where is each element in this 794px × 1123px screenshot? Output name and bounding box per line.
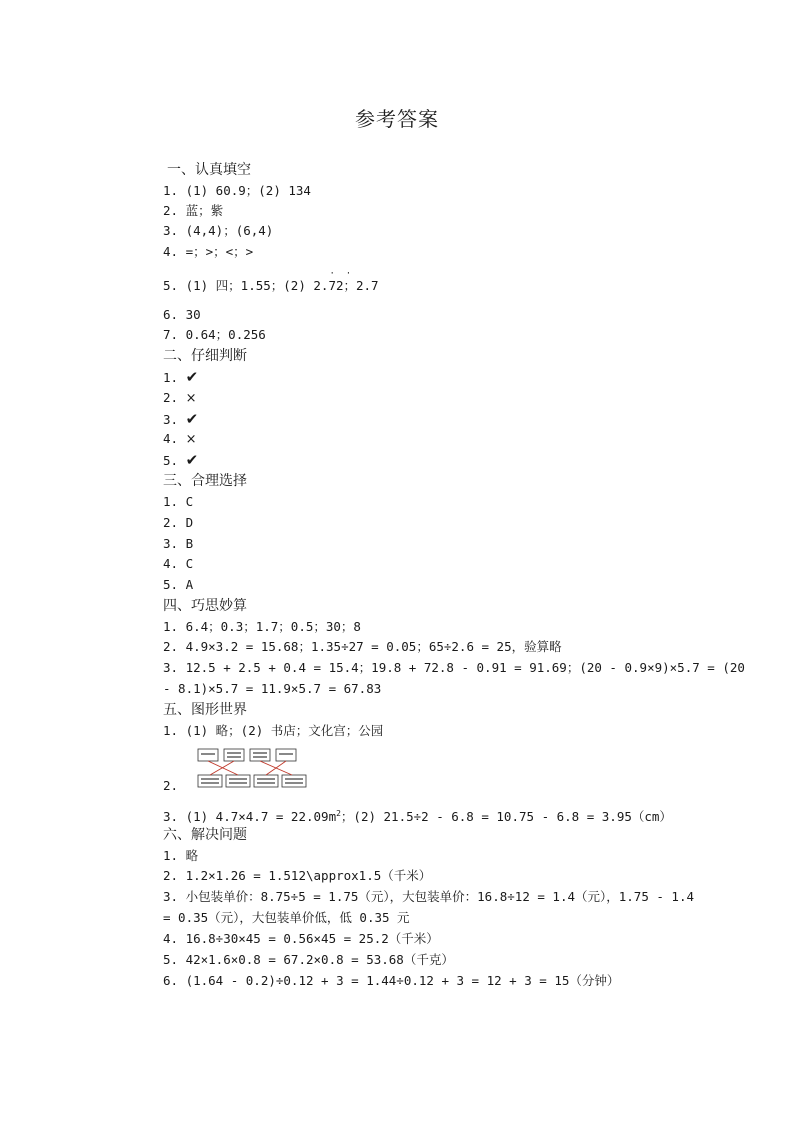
s2-answer-5 [163, 450, 198, 471]
s3-answer-4: 4. C [163, 556, 194, 571]
section-problem-solving-heading: 六、解决问题 [163, 827, 247, 843]
s1-answer-3: 3. (4,4)；(6,4) [163, 223, 274, 238]
s4-answer-1: 1. 6.4；0.3；1.7；0.5；30；8 [163, 619, 361, 634]
s5-answer-3-part-b: ；(2) 21.5÷2 - 6.8 = 10.75 - 6.8 = 3.95（cm） [340, 809, 672, 825]
s5-answer-3 [163, 804, 672, 827]
s4-answer-3-line-2: - 8.1)×5.7 = 11.9×5.7 = 67.83 [163, 681, 382, 696]
s1-answer-6: 6. 30 [163, 307, 201, 322]
view-matching-diagram [196, 747, 308, 789]
s3-answer-5: 5. A [163, 577, 194, 592]
s1-answer-5-part-c: ；2.7 [343, 278, 379, 293]
s6-answer-3-line-1: 3. 小包装单价：8.75÷5 = 1.75（元），大包装单价：16.8÷12 = 1.4（元），1.75 - 1.4 [163, 889, 695, 904]
check-mark-icon: ✔ [185, 410, 199, 428]
cross-mark-icon: × [185, 391, 197, 406]
page-title: 参考答案 [355, 107, 439, 131]
s5-answer-3-part-a: 3. (1) 4.7×4.7 = 22.09m [163, 809, 337, 825]
cross-mark-icon: × [185, 432, 197, 447]
s1-answer-7: 7. 0.64；0.256 [163, 327, 266, 342]
s4-answer-2: 2. 4.9×3.2 = 15.68；1.35÷27 = 0.05；65÷2.6 = 25，验算略 [163, 639, 562, 654]
s3-answer-3: 3. B [163, 536, 194, 551]
item-number: 3. [163, 412, 179, 427]
s6-answer-3-line-2: = 0.35（元），大包装单价低，低 0.35 元 [163, 910, 410, 925]
repeating-decimal-digits: · · 72 [328, 276, 343, 296]
s6-answer-2: 2. 1.2×1.26 = 1.512\approx1.5（千米） [163, 868, 432, 883]
check-mark-icon: ✔ [185, 451, 199, 469]
s2-answer-1 [163, 367, 198, 388]
section-calculation-heading: 四、巧思妙算 [163, 598, 247, 614]
s6-answer-4: 4. 16.8÷30×45 = 0.56×45 = 25.2（千米） [163, 931, 439, 946]
check-mark-icon: ✔ [185, 368, 199, 386]
s3-answer-1: 1. C [163, 494, 194, 509]
superscript-exponent: 2 [336, 809, 341, 818]
s1-answer-1: 1. (1) 60.9；(2) 134 [163, 183, 311, 198]
s4-answer-3-line-1: 3. 12.5 + 2.5 + 0.4 = 15.4；19.8 + 72.8 - 0.91 = 91.69；(20 - 0.9×9)×5.7 = (20 [163, 660, 745, 675]
s1-answer-5-part-a: 5. (1) 四；1.55；(2) 2. [163, 278, 329, 293]
section-judgement-heading: 二、仔细判断 [163, 348, 247, 364]
section-choice-heading: 三、合理选择 [163, 473, 247, 489]
section-fill-blank-heading: 一、认真填空 [167, 162, 251, 178]
s6-answer-1: 1. 略 [163, 848, 199, 863]
s2-answer-2 [163, 388, 197, 409]
section-geometry-heading: 五、图形世界 [163, 702, 247, 718]
s1-answer-2: 2. 蓝；紫 [163, 203, 224, 218]
s1-answer-4: 4. =；>；<；> [163, 244, 254, 259]
item-number: 2. [163, 390, 179, 405]
item-number: 4. [163, 431, 179, 446]
s3-answer-2: 2. D [163, 515, 194, 530]
s5-answer-1: 1. (1) 略；(2) 书店；文化宫；公园 [163, 723, 384, 738]
s1-answer-5 [163, 276, 379, 296]
s6-answer-5: 5. 42×1.6×0.8 = 67.2×0.8 = 53.68（千克） [163, 952, 454, 967]
s6-answer-6: 6. (1.64 - 0.2)÷0.12 + 3 = 1.44÷0.12 + 3 = 12 + 3 = 15（分钟） [163, 973, 620, 988]
item-number: 1. [163, 370, 179, 385]
s2-answer-4 [163, 429, 197, 450]
s5-answer-2: 2. [163, 778, 179, 793]
item-number: 5. [163, 453, 179, 468]
s2-answer-3 [163, 409, 198, 430]
